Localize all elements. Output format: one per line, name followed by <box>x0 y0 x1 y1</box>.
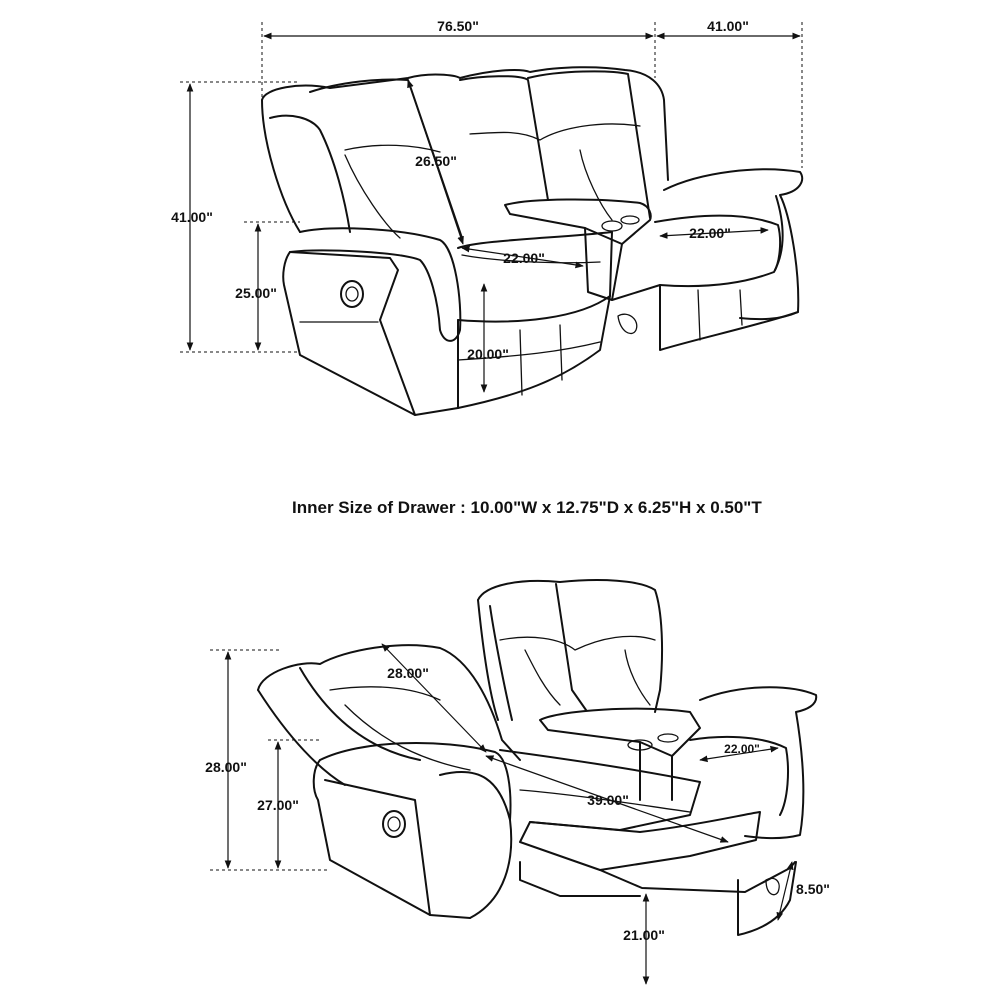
seat-depth-label: 22.00" <box>503 250 545 266</box>
seat-height-label: 20.00" <box>467 346 509 362</box>
arm-height-label: 25.00" <box>235 285 277 301</box>
footrest-floor-height-label: 21.00" <box>623 927 665 943</box>
bottom-view-dimensions <box>210 644 792 984</box>
reclined-arm-height-label: 27.00" <box>257 797 299 813</box>
reclined-height-label: 28.00" <box>205 759 247 775</box>
loveseat-reclined-drawing <box>258 580 816 935</box>
reclined-back-height-label: 28.00" <box>387 665 429 681</box>
seat-width-label: 22.00" <box>689 225 731 241</box>
overall-depth-label: 41.00" <box>707 18 749 34</box>
footrest-height-label: 8.50" <box>796 881 830 897</box>
overall-height-label: 41.00" <box>171 209 213 225</box>
reclined-depth-label: 39.00" <box>587 792 629 808</box>
loveseat-upright-drawing <box>262 67 802 415</box>
back-height-label: 26.50" <box>415 153 457 169</box>
drawer-size-note: Inner Size of Drawer : 10.00"W x 12.75"D x 6.25"H x 0.50"T <box>292 498 762 517</box>
reclined-back-height-dimension-line <box>382 644 486 752</box>
overall-width-label: 76.50" <box>437 18 479 34</box>
reclined-seat-width-label: 22.00" <box>724 742 760 756</box>
